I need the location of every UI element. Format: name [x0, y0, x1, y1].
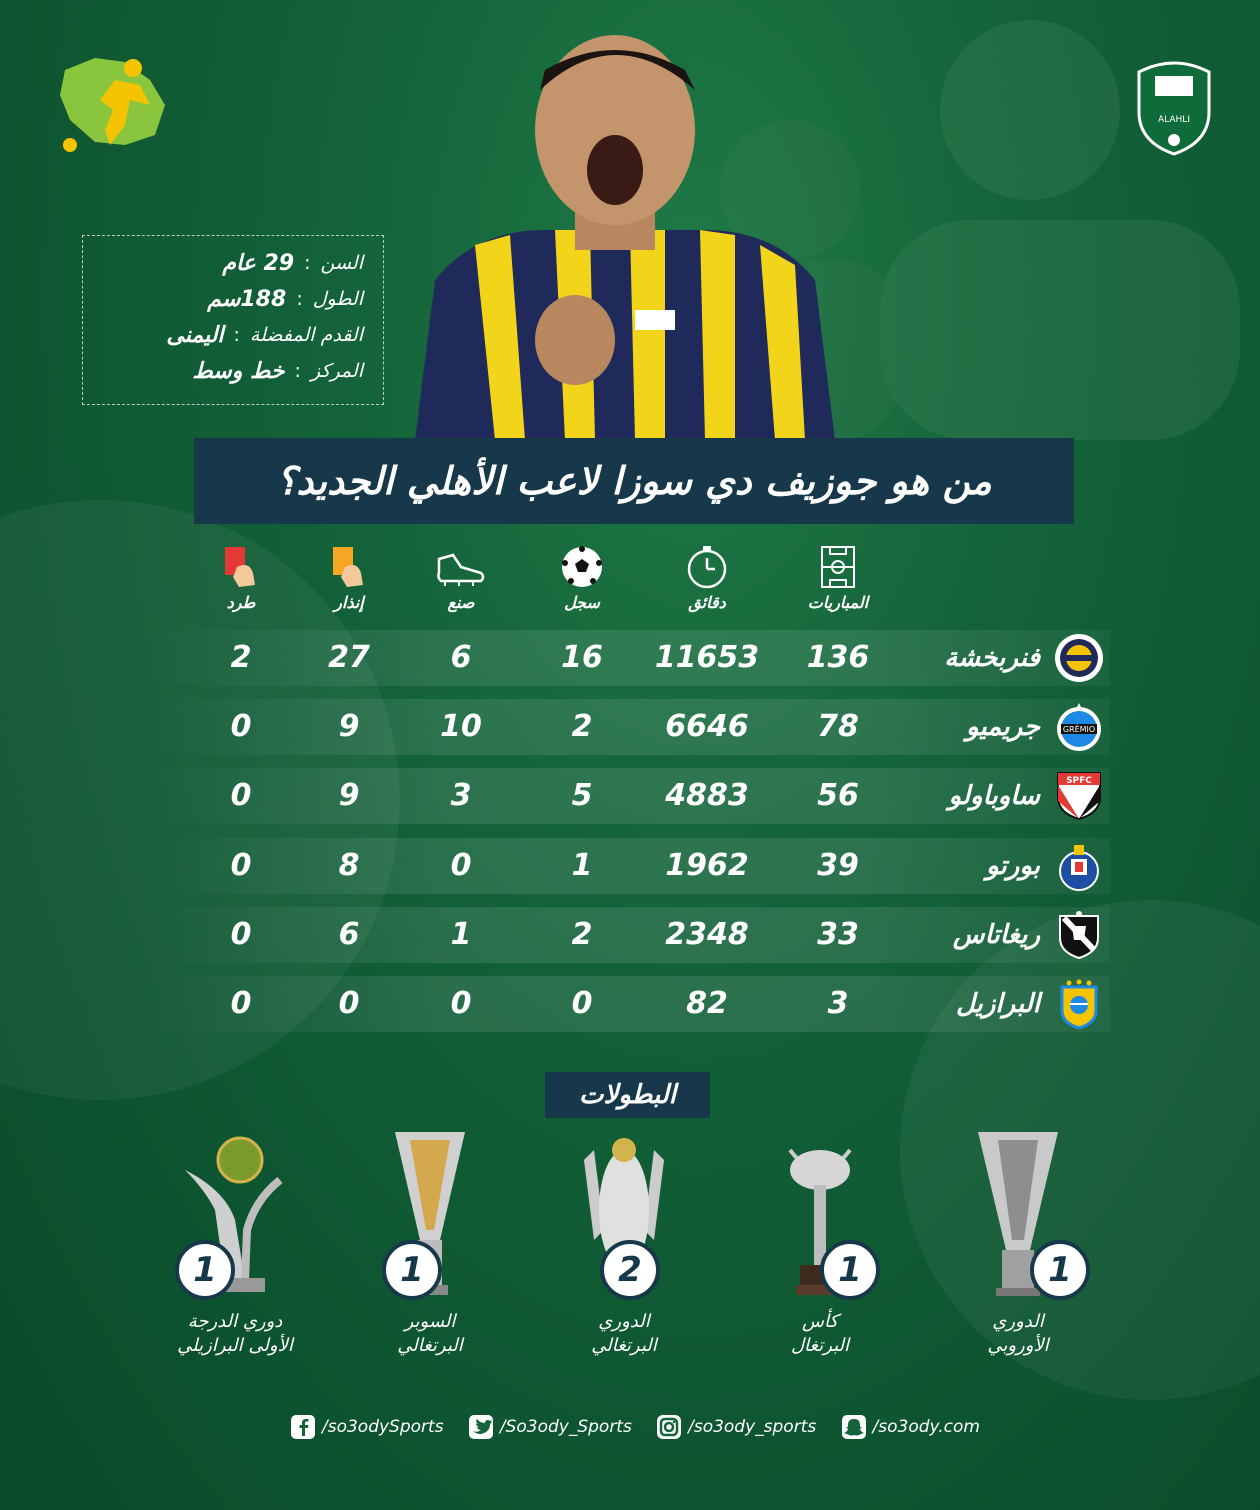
cell-yellow: 0 — [338, 986, 360, 1021]
cell-red: 0 — [230, 709, 252, 744]
trophy-count-badge: 1 — [820, 1240, 880, 1300]
boot-icon — [435, 545, 487, 589]
cell-assists: 6 — [450, 640, 472, 675]
svg-text:ALAHLI: ALAHLI — [1158, 115, 1190, 125]
ball-icon — [559, 545, 605, 589]
column-assists — [406, 545, 516, 612]
info-value: 29 عام — [222, 250, 295, 276]
social-instagram[interactable] — [656, 1414, 816, 1440]
club-name: جريميو — [966, 712, 1040, 742]
table-row — [150, 976, 1110, 1032]
trophy-label — [135, 1310, 335, 1358]
social-handle: /so3ody.com — [872, 1417, 980, 1437]
trophy-label — [330, 1310, 530, 1358]
cell-red: 2 — [230, 640, 252, 675]
cell-assists: 0 — [450, 986, 472, 1021]
pitch-icon — [820, 545, 856, 589]
info-separator: : — [304, 252, 311, 274]
cell-yellow: 9 — [338, 709, 360, 744]
trophy-label-line: كأس — [801, 1311, 839, 1332]
trophy-portuguese-league — [524, 1130, 724, 1370]
vasco-logo-icon — [1054, 910, 1104, 960]
trophies-title: البطولات — [545, 1072, 710, 1118]
cell-yellow: 9 — [338, 778, 360, 813]
column-label: طرد — [226, 593, 256, 612]
cell-assists: 0 — [450, 848, 472, 883]
cell-minutes: 2348 — [665, 917, 749, 952]
table-row — [150, 907, 1110, 963]
snapchat-icon — [841, 1414, 867, 1440]
gremio-logo-icon — [1054, 702, 1104, 752]
trophy-count-badge: 1 — [382, 1240, 442, 1300]
trophy-label-line: البرتغال — [790, 1335, 850, 1356]
column-matches — [783, 545, 893, 612]
club-name: فنربخشة — [944, 643, 1040, 673]
club-name: ريغاتاس — [952, 920, 1040, 950]
trophy-label-line: البرتغالي — [591, 1335, 657, 1356]
column-goals — [527, 545, 637, 612]
site-logo-icon — [55, 50, 180, 155]
info-label: السن — [320, 252, 363, 274]
column-label: صنع — [447, 593, 475, 612]
player-info-box — [82, 235, 384, 405]
cell-assists: 3 — [450, 778, 472, 813]
trophy-portuguese-super-cup — [330, 1130, 530, 1370]
cell-minutes: 1962 — [665, 848, 749, 883]
page-title: من هو جوزيف دي سوزا لاعب الأهلي الجديد؟ — [276, 459, 992, 503]
red-card-icon — [221, 545, 261, 589]
column-label: سجل — [564, 593, 600, 612]
info-separator: : — [294, 360, 301, 382]
cell-red: 0 — [230, 778, 252, 813]
trophy-label-line: الدوري — [598, 1311, 650, 1332]
social-twitter[interactable] — [468, 1414, 632, 1440]
info-row-age — [103, 246, 363, 280]
trophy-label-line: دوري الدرجة — [187, 1311, 283, 1332]
porto-logo-icon — [1054, 841, 1104, 891]
trophy-count-badge: 2 — [600, 1240, 660, 1300]
cell-goals: 2 — [571, 917, 593, 952]
trophy-label-line: السوبر — [404, 1311, 456, 1332]
column-yellow-cards — [294, 545, 404, 612]
cell-matches: 136 — [806, 640, 870, 675]
cell-minutes: 82 — [686, 986, 728, 1021]
trophy-label-line: البرتغالي — [397, 1335, 463, 1356]
info-separator: : — [233, 324, 240, 346]
info-row-height — [103, 282, 363, 316]
club-name: بورتو — [986, 851, 1040, 881]
column-red-cards — [186, 545, 296, 612]
club-name: ساوباولو — [948, 781, 1040, 811]
info-value: 188سم — [207, 286, 287, 312]
cell-assists: 1 — [450, 917, 472, 952]
cell-matches: 33 — [817, 917, 859, 952]
yellow-card-icon — [329, 545, 369, 589]
cell-red: 0 — [230, 917, 252, 952]
cell-goals: 0 — [571, 986, 593, 1021]
trophy-label — [918, 1310, 1118, 1358]
social-handle: /So3ody_Sports — [499, 1417, 632, 1437]
club-name: البرازيل — [955, 989, 1040, 1019]
trophy-label-line: الأولى البرازيلي — [177, 1335, 293, 1356]
cell-yellow: 6 — [338, 917, 360, 952]
column-label: المباريات — [807, 593, 869, 612]
brazil-logo-icon — [1054, 979, 1104, 1029]
cell-minutes: 6646 — [665, 709, 749, 744]
cell-matches: 39 — [817, 848, 859, 883]
cell-red: 0 — [230, 986, 252, 1021]
trophy-count-badge: 1 — [175, 1240, 235, 1300]
social-handle: /so3odySports — [322, 1417, 444, 1437]
table-row — [150, 838, 1110, 894]
trophy-label-line: الأوروبي — [987, 1335, 1049, 1356]
player-photo — [415, 30, 835, 440]
cell-goals: 1 — [571, 848, 593, 883]
facebook-icon — [290, 1414, 316, 1440]
social-snapchat[interactable] — [841, 1414, 980, 1440]
sao-paulo-logo-icon — [1054, 771, 1104, 821]
svg-text:GRÊMIO: GRÊMIO — [1062, 725, 1096, 734]
instagram-icon — [656, 1414, 682, 1440]
table-row — [150, 630, 1110, 686]
cell-matches: 78 — [817, 709, 859, 744]
cell-yellow: 8 — [338, 848, 360, 883]
info-value: خط وسط — [192, 358, 285, 384]
cell-yellow: 27 — [328, 640, 370, 675]
trophy-label — [720, 1310, 920, 1358]
trophy-count-badge: 1 — [1030, 1240, 1090, 1300]
stopwatch-icon — [684, 545, 730, 589]
column-label: دقائق — [688, 593, 726, 612]
info-label: المركز — [310, 360, 363, 382]
cell-red: 0 — [230, 848, 252, 883]
cell-goals: 2 — [571, 709, 593, 744]
al-ahli-logo-icon — [1135, 52, 1213, 157]
info-row-position — [103, 354, 363, 388]
column-label: إنذار — [334, 593, 364, 612]
social-facebook[interactable] — [290, 1414, 444, 1440]
social-footer — [290, 1410, 980, 1444]
social-handle: /so3ody_sports — [688, 1417, 817, 1437]
info-row-foot — [103, 318, 363, 352]
trophy-label-line: الدوري — [992, 1311, 1044, 1332]
cell-matches: 56 — [817, 778, 859, 813]
fenerbahce-logo-icon — [1054, 633, 1104, 683]
info-separator: : — [296, 288, 303, 310]
trophy-label — [524, 1310, 724, 1358]
info-value: اليمنى — [166, 322, 224, 348]
cell-goals: 16 — [561, 640, 603, 675]
cell-assists: 10 — [440, 709, 482, 744]
table-row — [150, 768, 1110, 824]
cell-minutes: 11653 — [654, 640, 760, 675]
svg-text:SPFC: SPFC — [1066, 776, 1092, 786]
cell-matches: 3 — [827, 986, 849, 1021]
trophy-portugal-cup — [720, 1130, 920, 1370]
title-bar — [194, 438, 1074, 524]
cell-minutes: 4883 — [665, 778, 749, 813]
trophy-europa-league — [918, 1130, 1118, 1370]
trophy-brazil-serie-b — [135, 1130, 335, 1370]
table-row — [150, 699, 1110, 755]
column-minutes — [652, 545, 762, 612]
info-label: القدم المفضلة — [249, 324, 363, 346]
info-label: الطول — [312, 288, 363, 310]
twitter-icon — [468, 1414, 494, 1440]
cell-goals: 5 — [571, 778, 593, 813]
